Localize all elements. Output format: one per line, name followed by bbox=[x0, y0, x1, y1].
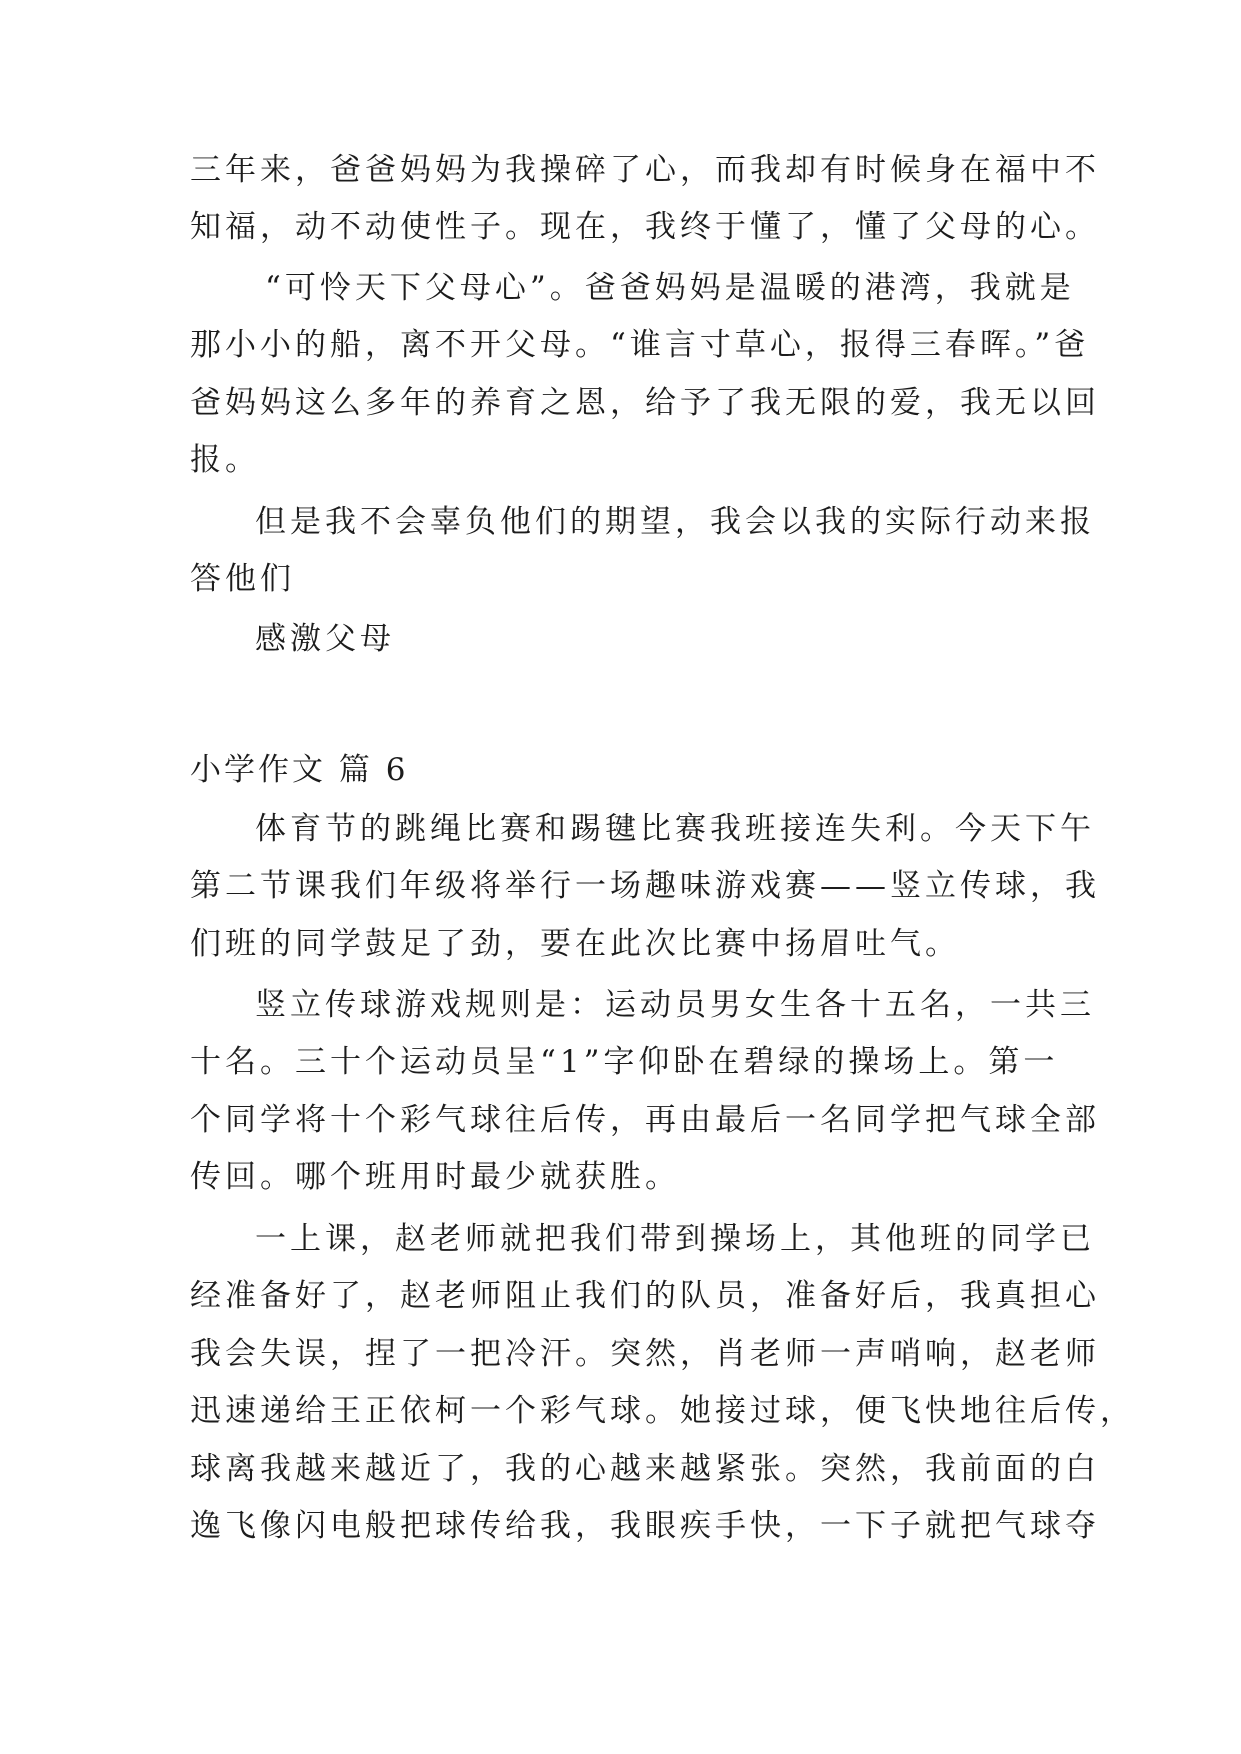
paragraph-line: 但是我不会辜负他们的期望，我会以我的实际行动来报 bbox=[255, 504, 1095, 540]
paragraph-line: 感激父母 bbox=[255, 621, 395, 657]
paragraph-line: 迅速递给王正依柯一个彩气球。她接过球，便飞快地往后传， bbox=[190, 1393, 1135, 1429]
paragraph-line: 竖立传球游戏规则是：运动员男女生各十五名，一共三 bbox=[255, 987, 1095, 1023]
paragraph-line: 那小小的船，离不开父母。“谁言寸草心，报得三春晖。”爸 bbox=[190, 327, 1090, 363]
paragraph-line: 体育节的跳绳比赛和踢毽比赛我班接连失利。今天下午 bbox=[255, 811, 1095, 847]
paragraph-line: 十名。三十个运动员呈“1”字仰卧在碧绿的操场上。第一 bbox=[190, 1044, 1059, 1080]
paragraph-line: “可怜天下父母心”。爸爸妈妈是温暖的港湾，我就是 bbox=[265, 270, 1075, 306]
paragraph-line: 答他们 bbox=[190, 561, 295, 597]
paragraph-line: 经准备好了，赵老师阻止我们的队员，准备好后，我真担心 bbox=[190, 1278, 1100, 1314]
section-heading: 小学作文 篇 6 bbox=[190, 752, 409, 788]
paragraph-line: 们班的同学鼓足了劲，要在此次比赛中扬眉吐气。 bbox=[190, 926, 960, 962]
paragraph-line: 知福，动不动使性子。现在，我终于懂了，懂了父母的心。 bbox=[190, 209, 1100, 245]
paragraph-line: 报。 bbox=[190, 442, 260, 478]
paragraph-line: 球离我越来越近了，我的心越来越紧张。突然，我前面的白 bbox=[190, 1451, 1100, 1487]
paragraph-line: 第二节课我们年级将举行一场趣味游戏赛——竖立传球，我 bbox=[190, 868, 1100, 904]
paragraph-line: 我会失误，捏了一把冷汗。突然，肖老师一声哨响，赵老师 bbox=[190, 1336, 1100, 1372]
paragraph-line: 逸飞像闪电般把球传给我，我眼疾手快，一下子就把气球夺 bbox=[190, 1508, 1100, 1544]
paragraph-line: 一上课，赵老师就把我们带到操场上，其他班的同学已 bbox=[255, 1221, 1095, 1257]
paragraph-line: 个同学将十个彩气球往后传，再由最后一名同学把气球全部 bbox=[190, 1102, 1100, 1138]
paragraph-line: 传回。哪个班用时最少就获胜。 bbox=[190, 1159, 680, 1195]
paragraph-line: 三年来，爸爸妈妈为我操碎了心，而我却有时候身在福中不 bbox=[190, 152, 1100, 188]
paragraph-line: 爸妈妈这么多年的养育之恩，给予了我无限的爱，我无以回 bbox=[190, 385, 1100, 421]
